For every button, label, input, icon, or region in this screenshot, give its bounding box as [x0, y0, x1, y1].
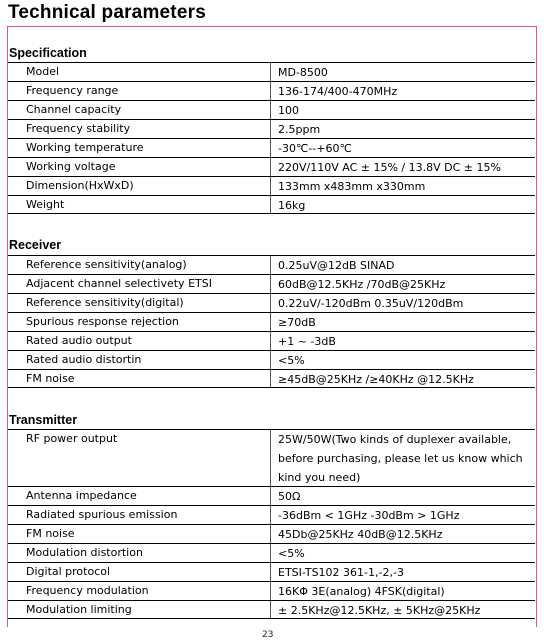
row-label: Working temperature: [26, 141, 144, 154]
row-label: Weight: [26, 198, 65, 211]
page-title: Technical parameters: [8, 2, 206, 23]
table-row: [8, 429, 535, 486]
table-row: [8, 255, 535, 274]
row-label: FM noise: [26, 372, 75, 385]
row-value: <5%: [278, 354, 305, 367]
row-value: 220V/110V AC ± 15% / 13.8V DC ± 15%: [278, 161, 501, 174]
row-label: Digital protocol: [26, 565, 111, 578]
row-value: 2.5ppm: [278, 123, 321, 136]
section-title-specification: Specification: [9, 46, 87, 60]
row-label: Model: [26, 65, 60, 78]
row-value: +1 ~ -3dB: [278, 335, 336, 348]
table-row: [8, 195, 535, 214]
row-value: 0.25uV@12dB SINAD: [278, 259, 395, 272]
table-row: [8, 331, 535, 350]
row-value: 45Db@25KHz 40dB@12.5KHz: [278, 528, 443, 541]
row-label: Spurious response rejection: [26, 315, 179, 328]
table-row: [8, 524, 535, 543]
section-title-transmitter: Transmitter: [9, 413, 78, 427]
table-row: [8, 157, 535, 176]
row-value: <5%: [278, 547, 305, 560]
row-label: Frequency stability: [26, 122, 131, 135]
row-value: 25W/50W(Two kinds of duplexer available, before purchasing, please let us know which kind you need): [278, 433, 523, 484]
row-value: MD-8500: [278, 66, 328, 79]
row-label: Reference sensitivity(digital): [26, 296, 184, 309]
row-value: -36dBm < 1GHz -30dBm > 1GHz: [278, 509, 460, 522]
table-row: [8, 176, 535, 195]
row-value: 16kg: [278, 199, 306, 212]
row-value: 60dB@12.5KHz /70dB@25KHz: [278, 278, 446, 291]
table-row: [8, 505, 535, 524]
row-label: Frequency range: [26, 84, 119, 97]
page-number: 23: [262, 630, 274, 640]
row-value: 136-174/400-470MHz: [278, 85, 398, 98]
row-label: Rated audio distortin: [26, 353, 142, 366]
transmitter-table: [8, 429, 535, 619]
table-row: [8, 100, 535, 119]
row-value: ETSI-TS102 361-1,-2,-3: [278, 566, 404, 579]
table-row: [8, 369, 535, 388]
row-label: Working voltage: [26, 160, 116, 173]
table-row: [8, 138, 535, 157]
receiver-table: [8, 255, 535, 388]
table-row: [8, 312, 535, 331]
table-row: [8, 581, 535, 600]
row-label: Antenna impedance: [26, 489, 137, 502]
row-label: Modulation limiting: [26, 603, 132, 616]
row-label: RF power output: [26, 432, 118, 445]
row-value: 133mm x483mm x330mm: [278, 180, 426, 193]
row-label: Rated audio output: [26, 334, 132, 347]
row-label: Modulation distortion: [26, 546, 143, 559]
section-title-receiver: Receiver: [9, 238, 62, 252]
table-row: [8, 562, 535, 581]
row-value: 100: [278, 104, 299, 117]
row-label: Radiated spurious emission: [26, 508, 178, 521]
table-row: [8, 119, 535, 138]
row-value: ≥45dB@25KHz /≥40KHz @12.5KHz: [278, 373, 474, 386]
row-label: Dimension(HxWxD): [26, 179, 134, 192]
row-value: 0.22uV/-120dBm 0.35uV/120dBm: [278, 297, 464, 310]
row-label: Adjacent channel selectivety ETSI: [26, 277, 212, 290]
row-value: 50Ω: [278, 490, 301, 503]
row-value: ± 2.5KHz@12.5KHz, ± 5KHz@25KHz: [278, 604, 481, 617]
table-row: [8, 62, 535, 81]
row-label: Frequency modulation: [26, 584, 149, 597]
table-row: [8, 600, 535, 619]
specification-table: [8, 62, 535, 214]
table-row: [8, 274, 535, 293]
table-row: [8, 543, 535, 562]
table-row: [8, 81, 535, 100]
row-label: Channel capacity: [26, 103, 122, 116]
table-row: [8, 486, 535, 505]
row-label: Reference sensitivity(analog): [26, 258, 187, 271]
table-row: [8, 293, 535, 312]
row-value: 16KΦ 3E(analog) 4FSK(digital): [278, 585, 445, 598]
row-label: FM noise: [26, 527, 75, 540]
row-value: ≥70dB: [278, 316, 316, 329]
row-value: -30℃--+60℃: [278, 142, 352, 155]
table-row: [8, 350, 535, 369]
